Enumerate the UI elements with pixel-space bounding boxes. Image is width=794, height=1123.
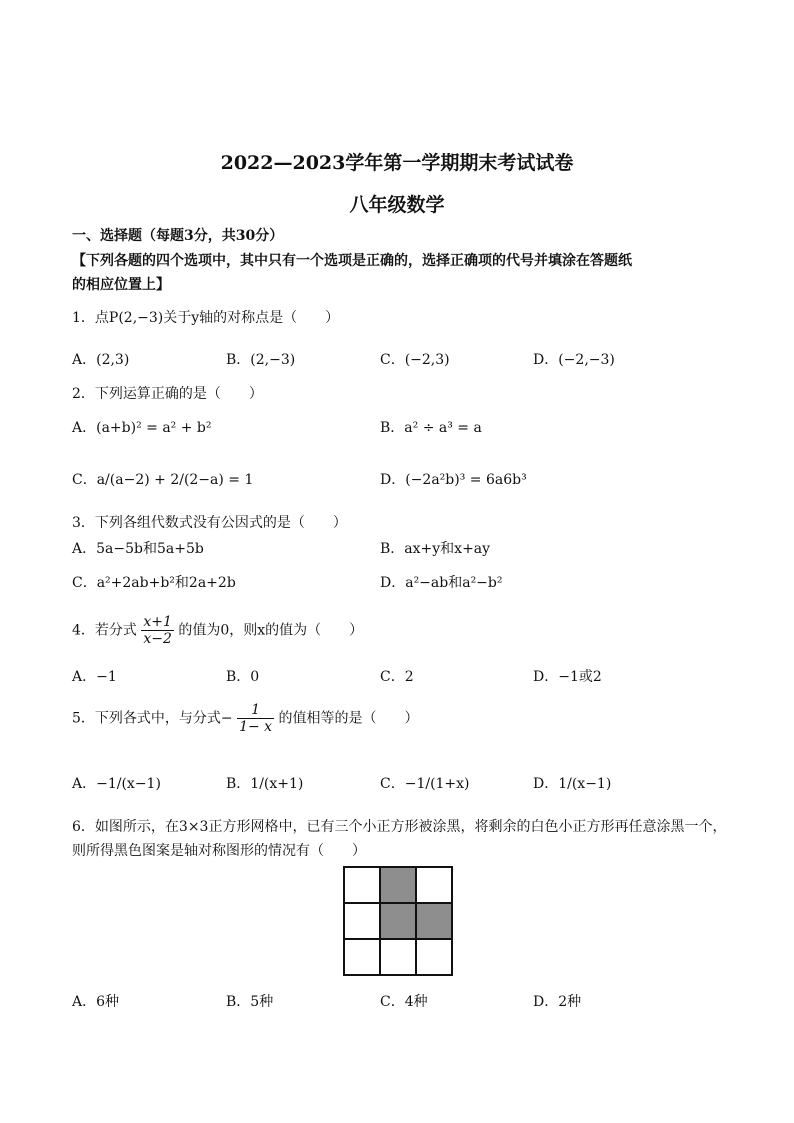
question-6-option-b[interactable]: B．5种 bbox=[226, 994, 274, 1010]
section-instruction-line2: 的相应位置上】 bbox=[72, 277, 170, 293]
question-6-grid-figure bbox=[343, 866, 453, 976]
question-4-fraction: $\frac{x+1}{x-2}$ bbox=[143, 614, 172, 648]
question-1-option-c[interactable]: C．(−2,3) bbox=[380, 352, 450, 368]
question-3-stem: 3．下列各组代数式没有公因式的是（ ） bbox=[72, 515, 347, 531]
question-4-stem bbox=[72, 614, 363, 647]
question-3-option-b[interactable]: B．ax+y和x+ay bbox=[380, 541, 491, 557]
grid-cell-r1c1 bbox=[344, 867, 380, 903]
grid-cell-r2c2-shaded bbox=[380, 903, 416, 939]
question-1-option-d[interactable]: D．(−2,−3) bbox=[533, 352, 615, 368]
question-5-option-b[interactable]: B．1/(x+1) bbox=[226, 776, 304, 792]
grid-cell-r2c3-shaded bbox=[416, 903, 452, 939]
page-subtitle: 八年级数学 bbox=[349, 194, 445, 216]
question-6-option-c[interactable]: C．4种 bbox=[380, 994, 428, 1010]
question-2-option-a[interactable]: A．(a+b)² = a² + b² bbox=[72, 420, 212, 436]
grid-cell-r2c1 bbox=[344, 903, 380, 939]
question-5-stem-suffix: 的值相等的是（ ） bbox=[278, 710, 419, 727]
question-5-option-d[interactable]: D．1/(x−1) bbox=[533, 776, 612, 792]
question-5-fraction: $\frac{1}{1- x}$ bbox=[239, 702, 273, 736]
section-instruction-line1: 【下列各题的四个选项中，其中只有一个选项是正确的，选择正确项的代号并填涂在答题纸 bbox=[72, 253, 632, 269]
section-heading: 一、选择题（每题3分，共30分） bbox=[72, 228, 284, 244]
question-2-stem: 2．下列运算正确的是（ ） bbox=[72, 386, 263, 402]
question-2-option-c[interactable]: C．a/(a−2) + 2/(2−a) = 1 bbox=[72, 472, 254, 488]
question-3-option-a[interactable]: A．5a−5b和5a+5b bbox=[72, 541, 204, 557]
page-title: 2022—2023学年第一学期期末考试试卷 bbox=[220, 152, 574, 174]
question-5-stem-prefix: 5．下列各式中，与分式− bbox=[72, 710, 233, 727]
question-2-option-b[interactable]: B．a² ÷ a³ = a bbox=[380, 420, 482, 436]
question-6-stem-line1: 6．如图所示，在3×3正方形网格中，已有三个小正方形被涂黑，将剩余的白色小正方形再任意涂黑一个， bbox=[72, 819, 727, 835]
question-1-option-a[interactable]: A．(2,3) bbox=[72, 352, 130, 368]
question-3-option-d[interactable]: D．a²−ab和a²−b² bbox=[380, 575, 503, 591]
question-4-stem-suffix: 的值为0，则x的值为（ ） bbox=[178, 622, 364, 639]
question-1-option-b[interactable]: B．(2,−3) bbox=[226, 352, 296, 368]
grid-cell-r1c3 bbox=[416, 867, 452, 903]
question-5-stem bbox=[72, 702, 419, 735]
question-4-option-a[interactable]: A．−1 bbox=[72, 669, 117, 685]
grid-cell-r3c3 bbox=[416, 939, 452, 975]
question-5-option-c[interactable]: C．−1/(1+x) bbox=[380, 776, 470, 792]
grid-cell-r3c1 bbox=[344, 939, 380, 975]
question-3-option-c[interactable]: C．a²+2ab+b²和2a+2b bbox=[72, 575, 236, 591]
question-6-option-a[interactable]: A．6种 bbox=[72, 994, 120, 1010]
question-6-stem-line2: 则所得黑色图案是轴对称图形的情况有（ ） bbox=[72, 843, 366, 859]
grid-cell-r1c2-shaded bbox=[380, 867, 416, 903]
grid-cell-r3c2 bbox=[380, 939, 416, 975]
question-1-stem: 1．点P(2,−3)关于y轴的对称点是（ ） bbox=[72, 310, 340, 326]
question-5-option-a[interactable]: A．−1/(x−1) bbox=[72, 776, 161, 792]
question-2-option-d[interactable]: D．(−2a²b)³ = 6a6b³ bbox=[380, 472, 527, 488]
question-4-option-b[interactable]: B．0 bbox=[226, 669, 260, 685]
question-4-stem-prefix: 4．若分式 bbox=[72, 622, 137, 639]
question-4-option-c[interactable]: C．2 bbox=[380, 669, 414, 685]
question-4-option-d[interactable]: D．−1或2 bbox=[533, 669, 602, 685]
question-6-option-d[interactable]: D．2种 bbox=[533, 994, 582, 1010]
